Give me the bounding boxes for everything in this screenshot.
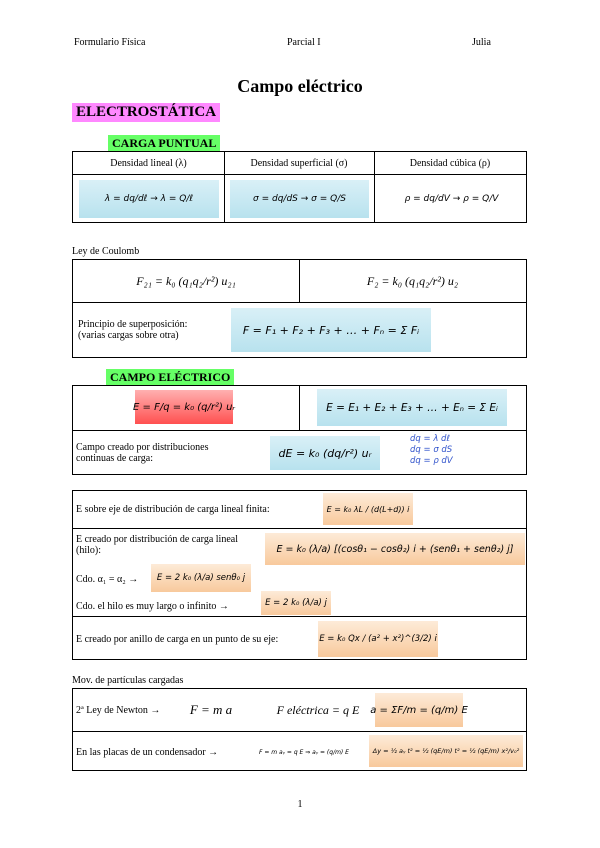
- superposition-label-2: (varias cargas sobre otra): [78, 330, 179, 341]
- finite-line-formula: E = k₀ λL / (d(L+d)) i: [323, 493, 413, 525]
- section-electrostatica: ELECTROSTÁTICA: [72, 103, 220, 122]
- formula-superficial: σ = dq/dS → σ = Q/S: [230, 180, 369, 218]
- dq-volumen: dq = ρ dV: [410, 456, 453, 466]
- superposition-label-1: Principio de superposición:: [78, 319, 188, 330]
- campo-table: [72, 385, 527, 475]
- coulomb-label: Ley de Coulomb: [72, 246, 140, 257]
- dE-formula: dE = k₀ (dq/r²) uᵣ: [270, 436, 380, 470]
- heading-carga-puntual: CARGA PUNTUAL: [108, 135, 220, 152]
- heading-campo-electrico: CAMPO ELÉCTRICO: [106, 369, 234, 386]
- wire-label-2: (hilo):: [76, 545, 101, 556]
- coulomb-f21: F₂₁ = k₀ (q₁q₂/r²) u₂₁: [136, 273, 236, 288]
- newton-label: 2ª Ley de Newton →: [76, 705, 161, 716]
- col-cubica: Densidad cúbica (ρ): [409, 158, 491, 169]
- density-table: [72, 151, 527, 223]
- particles-label: Mov. de partículas cargadas: [72, 675, 184, 686]
- col-lineal: Densidad lineal (λ): [110, 158, 187, 169]
- electric-force-formula: F eléctrica = q E: [276, 702, 360, 717]
- coulomb-table: [72, 259, 527, 358]
- formula-cubica: ρ = dq/dV → ρ = Q/V: [404, 194, 499, 204]
- dist-label-1: Campo creado por distribuciones: [76, 442, 209, 453]
- header-left: Formulario Física: [74, 37, 146, 48]
- wire-formula: E = k₀ (λ/a) [(cosθ₁ − cosθ₂) i + (senθ₁ + senθ₂) j]: [265, 533, 525, 565]
- superposition-formula: F = F₁ + F₂ + F₃ + … + Fₙ = Σ Fᵢ: [231, 308, 431, 352]
- campo-definition: E = F/q = k₀ (q/r²) uᵣ: [135, 390, 233, 424]
- plates-label: En las placas de un condensador →: [76, 747, 219, 758]
- page-title: Campo eléctrico: [237, 76, 363, 96]
- ring-formula: E = k₀ Qx / (a² + x²)^(3/2) i: [318, 621, 438, 657]
- header-center: Parcial I: [287, 37, 321, 48]
- ring-label: E creado por anillo de carga en un punto de su eje:: [76, 634, 279, 645]
- coulomb-f2: F₂ = k₀ (q₁q₂/r²) u₂: [366, 273, 459, 288]
- line-charge-table: [72, 490, 527, 660]
- plates-formula-1: F = m aᵧ = q E ⇒ aᵧ = (q/m) E: [259, 748, 349, 756]
- case2-label: Cdo. el hilo es muy largo o infinito →: [76, 601, 229, 612]
- case1-formula: E = 2 k₀ (λ/a) senθ₀ j: [151, 564, 251, 592]
- col-superficial: Densidad superficial (σ): [250, 158, 348, 169]
- case2-formula: E = 2 k₀ (λ/a) j: [261, 591, 331, 615]
- acceleration-formula: a = ΣF/m = (q/m) E: [375, 693, 463, 727]
- dist-label-2: continuas de carga:: [76, 453, 154, 464]
- wire-label-1: E creado por distribución de carga lineal: [76, 534, 238, 545]
- particles-table: [72, 688, 527, 771]
- dq-superficial: dq = σ dS: [410, 445, 453, 455]
- dq-list: [410, 434, 453, 467]
- plates-formula-2: Δy = ½ aᵧ t² = ½ (qE/m) t² = ½ (qE/m) x²/v₀²: [369, 735, 523, 767]
- dq-lineal: dq = λ dℓ: [410, 434, 450, 444]
- header-right: Julia: [472, 37, 491, 48]
- formula-lineal: λ = dq/dℓ → λ = Q/ℓ: [79, 180, 219, 218]
- finite-line-label: E sobre eje de distribución de carga lineal finita:: [76, 504, 270, 515]
- page-number: 1: [297, 799, 303, 810]
- newton-formula: F = m a: [189, 702, 233, 717]
- campo-sum: E = E₁ + E₂ + E₃ + … + Eₙ = Σ Eᵢ: [317, 389, 507, 426]
- case1-label: Cdo. α₁ = α₂ →: [76, 574, 139, 585]
